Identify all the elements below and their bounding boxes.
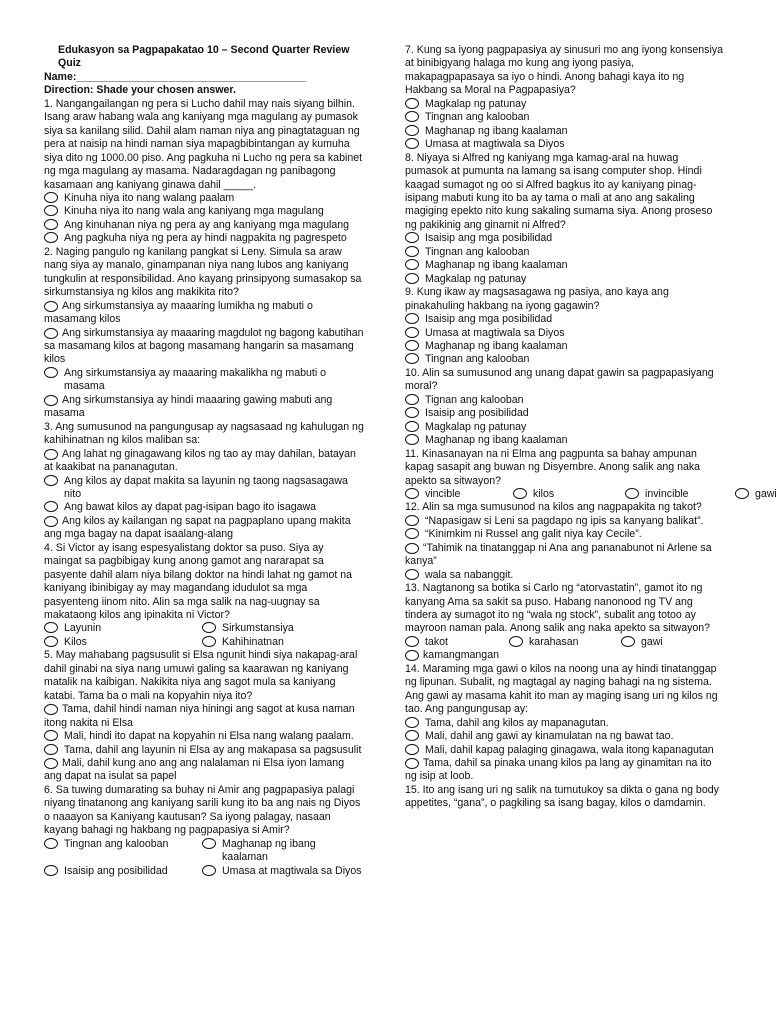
q11-option-d[interactable]: gawi xyxy=(735,488,777,501)
answer-bubble[interactable] xyxy=(44,758,58,769)
answer-bubble[interactable] xyxy=(405,111,419,122)
q10-option-c[interactable]: Magkalap ng patunay xyxy=(405,421,723,434)
question-15: 15. Ito ang isang uri ng salik na tumutukoy sa dikta o gana ng body appetites, “gana”, o pagkiling sa isang bagay, kilos o damdamin. xyxy=(405,783,719,810)
q6-option-b[interactable]: Maghanap ng ibang kaalaman xyxy=(202,838,364,865)
q4-option-b[interactable]: Sirkumstansiya xyxy=(202,622,364,635)
q6-option-a[interactable]: Tingnan ang kalooban xyxy=(44,838,202,865)
q6-option-c[interactable]: Isaisip ang posibilidad xyxy=(44,865,202,878)
q2-option-c[interactable]: Ang sirkumstansiya ay maaaring makalikha ng mabuti o masama xyxy=(44,367,364,394)
answer-bubble[interactable] xyxy=(405,246,419,257)
answer-bubble[interactable] xyxy=(202,636,216,647)
question-7: 7. Kung sa iyong pagpapasiya ay sinusuri mo ang iyong konsensiya at binibigyang halaga mo kung ang iyong pasiya, makapagpapasaya sa iyo o hindi. Anong bahagi kaya ito ng Hakbang sa Moral na Pagpapasiya? xyxy=(405,44,724,97)
answer-bubble[interactable] xyxy=(405,528,419,539)
answer-bubble[interactable] xyxy=(405,327,419,338)
q2-option-a[interactable]: Ang sirkumstansiya ay maaaring lumikha ng mabuti o masamang kilos xyxy=(44,299,313,326)
question-9: 9. Kung ikaw ay magsasagawa ng pasiya, ano kaya ang pinakahuling hakbang na iyong gagawin? xyxy=(405,286,669,312)
answer-bubble[interactable] xyxy=(509,636,523,647)
q8-option-d[interactable]: Magkalap ng patunay xyxy=(405,273,723,286)
q12-option-d[interactable]: wala sa nabanggit. xyxy=(405,569,723,582)
answer-bubble[interactable] xyxy=(405,259,419,270)
question-2: 2. Naging pangulo ng kanilang pangkat si Leny. Simula sa araw nang siya ay manalo, ginampanan niya nang lubos ang kaniyang tungkulin at responsibilidad. Ano kayang prinsipyong sumasakop sa sirkumstansiya ng kilos ang makikita rito? xyxy=(44,245,362,299)
answer-bubble[interactable] xyxy=(44,730,58,741)
q12-option-a[interactable]: “Napasigaw si Leni sa pagdapo ng ipis sa kanyang balikat”. xyxy=(405,515,723,528)
question-6: 6. Sa tuwing dumarating sa buhay ni Amir ang pagpapasiya palagi niyang tinatanong ang kaniyang sarili kung ito ba ang nais ng Diyos o naaayon sa Kaniyang kautusan? Sa iyong palagay, nasaan kayang bahagi ng hakbang ng pagpapasiya si Amir? xyxy=(44,783,361,837)
answer-bubble[interactable] xyxy=(405,758,419,769)
answer-bubble[interactable] xyxy=(405,730,419,741)
q4-option-d[interactable]: Kahihinatnan xyxy=(202,636,364,649)
answer-bubble[interactable] xyxy=(513,488,527,499)
answer-bubble[interactable] xyxy=(202,838,216,849)
left-column xyxy=(44,44,364,878)
answer-bubble[interactable] xyxy=(44,328,58,339)
question-10: 10. Alin sa sumusunod ang unang dapat gawin sa pagpapasiyang moral? xyxy=(405,366,714,393)
answer-bubble[interactable] xyxy=(405,434,419,445)
answer-bubble[interactable] xyxy=(625,488,639,499)
q14-option-d[interactable]: Tama, dahil sa pinaka unang kilos pa lang ay ginamitan na ito ng isip at loob. xyxy=(405,757,712,783)
q5-option-d[interactable]: Mali, dahil kung ano ang ang nalalaman ni Elsa iyon lamang ang dapat na isulat sa papel xyxy=(44,757,345,783)
q11-option-a[interactable]: vincible xyxy=(405,488,513,501)
q13-option-c[interactable]: gawi xyxy=(621,636,723,649)
q5-option-b[interactable]: Mali, hindi ito dapat na kopyahin ni Elsa nang walang paalam. xyxy=(44,730,364,743)
q6-options-row-2 xyxy=(44,865,364,878)
q12-option-c[interactable]: “Tahimik na tinatanggap ni Ana ang pananabunot ni Arlene sa kanya” xyxy=(405,541,712,568)
right-column xyxy=(405,44,777,811)
q8-option-a[interactable]: Isaisip ang mga posibilidad xyxy=(405,232,723,245)
q4-options-row-2 xyxy=(44,636,364,649)
answer-bubble[interactable] xyxy=(202,622,216,633)
q3-option-b[interactable]: Ang kilos ay dapat makita sa layunin ng taong nagsasagawa nito xyxy=(44,475,364,502)
q9-option-a[interactable]: Isaisip ang mga posibilidad xyxy=(405,313,723,326)
q13-option-d[interactable]: kamangmangan xyxy=(405,649,723,662)
q3-option-a[interactable]: Ang lahat ng ginagawang kilos ng tao ay may dahilan, batayan at kaakibat na pananagutan. xyxy=(44,447,356,474)
answer-bubble[interactable] xyxy=(405,717,419,728)
answer-bubble[interactable] xyxy=(44,449,58,460)
question-5: 5. May mahabang pagsusulit si Elsa ngunit hindi siya nakapag-aral dahil ginabi na siya nang umuwi galing sa kaarawan ng kaniyang matalik na kaibigan. Nakikita niya ang sagot mula sa kaniyang katabi. Tama ba o mali na kopyahin niya ito? xyxy=(44,649,358,702)
q1-option-b[interactable]: Kinuha niya ito nang wala ang kaniyang mga magulang xyxy=(44,205,364,218)
answer-bubble[interactable] xyxy=(44,622,58,633)
direction-text: Direction: Shade your chosen answer. xyxy=(44,84,236,97)
q2-option-d[interactable]: Ang sirkumstansiya ay hindi maaaring gawing mabuti ang masama xyxy=(44,393,333,420)
q14-option-c[interactable]: Mali, dahil kapag palaging ginagawa, wala itong kapanagutan xyxy=(405,744,723,757)
q7-option-a[interactable]: Magkalap ng patunay xyxy=(405,98,723,111)
answer-bubble[interactable] xyxy=(44,301,58,312)
q4-option-a[interactable]: Layunin xyxy=(44,622,202,635)
q7-option-d[interactable]: Umasa at magtiwala sa Diyos xyxy=(405,138,723,151)
answer-bubble[interactable] xyxy=(405,125,419,136)
question-8: 8. Niyaya si Alfred ng kaniyang mga kamag-aral na huwag pumasok at pumunta na lamang sa isang computer shop. Hindi kaagad sumagot ng oo si Alfred bagkus ito ay kaniyang pinag-isipang mabuti kung ito ba ay tama o mali at ano ang sakaling magiging epekto nito kung sakaling sumama siya. Anong proseso ng pakikinig ang ginamit ni Alfred? xyxy=(405,151,713,231)
answer-bubble[interactable] xyxy=(44,501,58,512)
answer-bubble[interactable] xyxy=(405,98,419,109)
answer-bubble[interactable] xyxy=(405,488,419,499)
q5-option-a[interactable]: Tama, dahil hindi naman niya hiningi ang sagot at kusa naman itong nakita ni Elsa xyxy=(44,703,355,729)
answer-bubble[interactable] xyxy=(405,636,419,647)
q10-option-b[interactable]: Isaisip ang posibilidad xyxy=(405,407,723,420)
answer-bubble[interactable] xyxy=(405,515,419,526)
answer-bubble[interactable] xyxy=(405,744,419,755)
q8-option-b[interactable]: Tingnan ang kalooban xyxy=(405,246,723,259)
answer-bubble[interactable] xyxy=(44,475,58,486)
q11-option-b[interactable]: kilos xyxy=(513,488,625,501)
question-3: 3. Ang sumusunod na pangungusap ay nagsasaad ng kahulugan ng kahihinatnan ng kilos maliban sa: xyxy=(44,420,364,447)
q10-option-d[interactable]: Maghanap ng ibang kaalaman xyxy=(405,434,723,447)
answer-bubble[interactable] xyxy=(405,543,419,554)
q4-option-c[interactable]: Kilos xyxy=(44,636,202,649)
answer-bubble[interactable] xyxy=(44,395,58,406)
answer-bubble[interactable] xyxy=(44,704,58,715)
q11-option-c[interactable]: invincible xyxy=(625,488,735,501)
answer-bubble[interactable] xyxy=(405,340,419,351)
question-1: 1. Nangangailangan ng pera si Lucho dahil may nais siyang bilhin. Isang araw habang wala ang kaniyang mga magulang ay pumasok siya sa kanilang silid. Dahil alam naman niya ang pinagtataguan ng pera at naisip na hindi naman siya mapagbibintangan ay kumuha siya dito ng 1000.00 piso. Ang pagkuha ni Lucho ng pera sa kabinet ng mga magulang ay masama. Nadaragdagan ng panibagong kasamaan ang kaniyang ginawa dahil _____. xyxy=(44,97,363,191)
question-14: 14. Maraming mga gawi o kilos na noong una ay hindi tinatanggap ng lipunan. Subalit, ng magtagal ay naging bahagi na ng sistema. Ang gawi ay masama kahit ito man ay maging isang uri ng kilos ng tao. Ang pangungusap ay: xyxy=(405,662,718,716)
q1-option-c[interactable]: Ang kinuhanan niya ng pera ay ang kaniyang mga magulang xyxy=(44,219,364,232)
answer-bubble[interactable] xyxy=(44,838,58,849)
q12-option-b[interactable]: “Kinimkim ni Russel ang galit niya kay Cecile”. xyxy=(405,528,723,541)
q14-option-a[interactable]: Tama, dahil ang kilos ay mapanagutan. xyxy=(405,717,723,730)
q4-options-row-1 xyxy=(44,622,364,635)
answer-bubble[interactable] xyxy=(44,367,58,378)
q3-option-d[interactable]: Ang kilos ay kailangan ng sapat na pagpaplano upang makita ang mga bagay na dapat isaalang-alang xyxy=(44,514,351,541)
answer-bubble[interactable] xyxy=(44,516,58,527)
q1-option-d[interactable]: Ang pagkuha niya ng pera ay hindi nagpakita ng pagrespeto xyxy=(44,232,364,245)
answer-bubble[interactable] xyxy=(735,488,749,499)
q7-option-b[interactable]: Tingnan ang kalooban xyxy=(405,111,723,124)
answer-bubble[interactable] xyxy=(44,232,58,243)
answer-bubble[interactable] xyxy=(405,313,419,324)
answer-bubble[interactable] xyxy=(44,219,58,230)
answer-bubble[interactable] xyxy=(405,407,419,418)
answer-bubble[interactable] xyxy=(405,138,419,149)
name-line[interactable]: Name:_______________________________________ xyxy=(44,70,307,83)
q3-option-c[interactable]: Ang bawat kilos ay dapat pag-isipan bago ito isagawa xyxy=(44,501,364,514)
answer-bubble[interactable] xyxy=(44,192,58,203)
question-13: 13. Nagtanong sa botika si Carlo ng “atorvastatin”, gamot ito ng kanyang Ama sa sakit sa puso. Habang nanonood ng TV ang tindera ay sumagot ito ng “wala ng stock”, subalit ang totoo ay mayroon naman pala. Anong salik ang naka apekto sa sitwayon? xyxy=(405,582,711,635)
answer-bubble[interactable] xyxy=(405,569,419,580)
question-4: 4. Si Victor ay isang espesyalistang doktor sa puso. Siya ay maingat sa pagbibigay kung anong gamot ang nararapat sa pasyente dahil alam niya bilang doktor na hindi lahat ng gamot na kaniyang ibinibigay ay may magandang idudulot sa mga pasyenteng iinom nito. Alin sa mga salik na nag-uugnay sa makataong kilos ang ipinakita ni Victor? xyxy=(44,541,353,622)
q7-option-c[interactable]: Maghanap ng ibang kaalaman xyxy=(405,125,723,138)
q9-option-d[interactable]: Tingnan ang kalooban xyxy=(405,353,723,366)
q8-option-c[interactable]: Maghanap ng ibang kaalaman xyxy=(405,259,723,272)
q6-option-d[interactable]: Umasa at magtiwala sa Diyos xyxy=(202,865,364,878)
q2-option-b[interactable]: Ang sirkumstansiya ay maaaring magdulot ng bagong kabutihan sa masamang kilos at bagong masamang hangarin sa masamang kilos xyxy=(44,326,364,366)
question-11: 11. Kinasanayan na ni Elma ang pagpunta sa bahay ampunan kapag sasapit ang buwan ng Disyembre. Anong salik ang naka apekto sa sitwayon? xyxy=(405,447,701,487)
quiz-title: Edukasyon sa Pagpapakatao 10 – Second Quarter Review Quiz xyxy=(58,44,350,70)
q9-option-c[interactable]: Maghanap ng ibang kaalaman xyxy=(405,340,723,353)
answer-bubble[interactable] xyxy=(405,232,419,243)
q1-option-a[interactable]: Kinuha niya ito nang walang paalam xyxy=(44,192,364,205)
q11-options-row xyxy=(405,487,777,501)
answer-bubble[interactable] xyxy=(44,636,58,647)
answer-bubble[interactable] xyxy=(405,273,419,284)
q14-option-b[interactable]: Mali, dahil ang gawi ay kinamulatan na ng bawat tao. xyxy=(405,730,723,743)
answer-bubble[interactable] xyxy=(202,865,216,876)
q13-options-row xyxy=(405,636,723,649)
answer-bubble[interactable] xyxy=(405,421,419,432)
answer-bubble[interactable] xyxy=(405,394,419,405)
q13-option-a[interactable]: takot xyxy=(405,636,509,649)
answer-bubble[interactable] xyxy=(44,865,58,876)
answer-bubble[interactable] xyxy=(405,650,419,661)
q9-option-b[interactable]: Umasa at magtiwala sa Diyos xyxy=(405,327,723,340)
question-12: 12. Alin sa mga sumusunod na kilos ang nagpapakita ng takot? xyxy=(405,501,702,514)
answer-bubble[interactable] xyxy=(44,744,58,755)
q13-option-b[interactable]: karahasan xyxy=(509,636,621,649)
q6-options-row-1 xyxy=(44,838,364,865)
q10-option-a[interactable]: Tignan ang kalooban xyxy=(405,394,723,407)
answer-bubble[interactable] xyxy=(621,636,635,647)
answer-bubble[interactable] xyxy=(405,353,419,364)
q5-option-c[interactable]: Tama, dahil ang layunin ni Elsa ay ang makapasa sa pagsusulit xyxy=(44,744,364,757)
answer-bubble[interactable] xyxy=(44,205,58,216)
